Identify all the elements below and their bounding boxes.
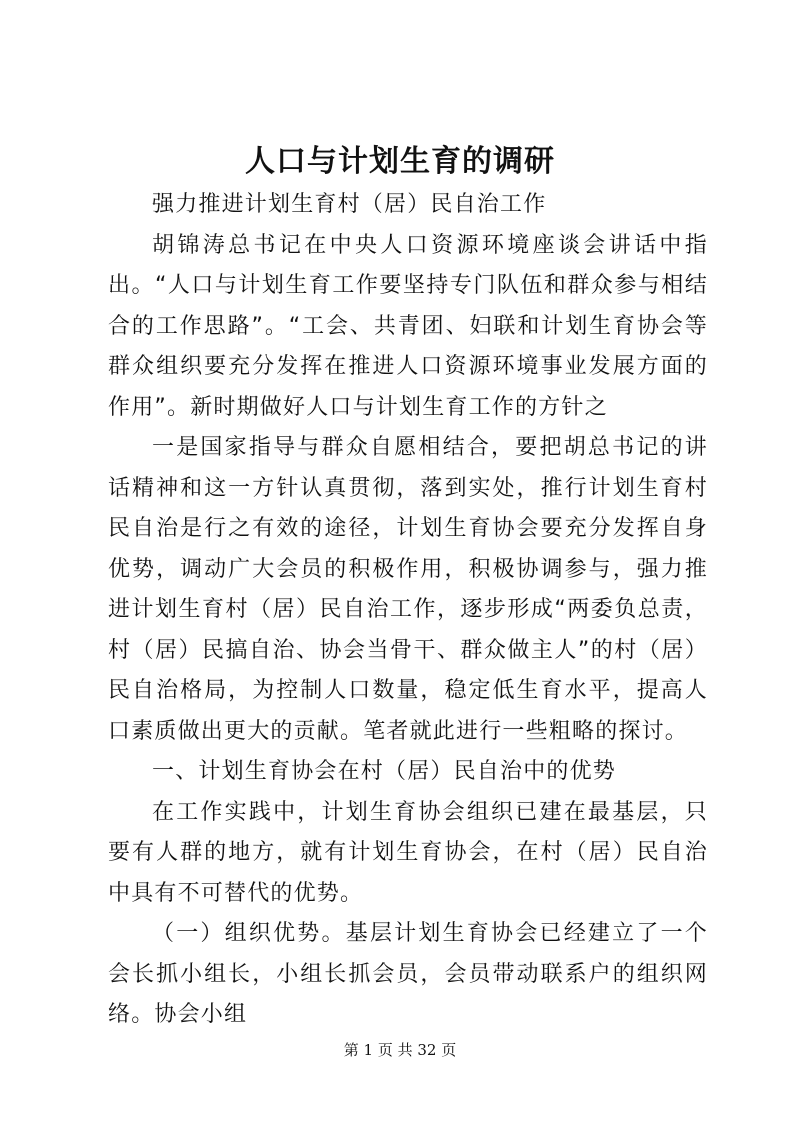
paragraph-organization: （一）组织优势。基层计划生育协会已经建立了一个会长抓小组长，小组长抓会员，会员带动联系户的组织网络。协会小组 bbox=[108, 921, 708, 1027]
paragraph-advantage: 在工作实践中，计划生育协会组织已建在最基层，只要有人群的地方，就有计划生育协会，在村（居）民自治中具有不可替代的优势。 bbox=[108, 799, 708, 906]
paragraph-speech-quote: 胡锦涛总书记在中央人口资源环境座谈会讲话中指出。“人口与计划生育工作要坚持专门队伍和群众参与相结合的工作思路”。“工会、共青团、妇联和计划生育协会等群众组织要充分发挥在推进人口资源环境事业发展方面的作用”。新时期做好人口与计划生育工作的方针之 bbox=[108, 232, 708, 420]
page-footer: 第 1 页 共 32 页 bbox=[343, 1041, 457, 1059]
document-title: 人口与计划生育的调研 bbox=[245, 144, 555, 179]
paragraph-policy: 一是国家指导与群众自愿相结合，要把胡总书记的讲话精神和这一方针认真贯彻，落到实处，推行计划生育村民自治是行之有效的途径，计划生育协会要充分发挥自身优势，调动广大会员的积极作用，积极协调参与，强力推进计划生育村（居）民自治工作，逐步形成“两委负总责，村（居）民搞自治、协会当骨干、群众做主人”的村（居）民自治格局，为控制人口数量，稳定低生育水平，提高人口素质做出更大的贡献。笔者就此进行一些粗略的探讨。 bbox=[108, 435, 708, 744]
section-heading: 一、计划生育协会在村（居）民自治中的优势 bbox=[152, 759, 617, 784]
document-body bbox=[108, 185, 708, 1036]
paragraph-subtitle: 强力推进计划生育村（居）民自治工作 bbox=[152, 192, 547, 217]
